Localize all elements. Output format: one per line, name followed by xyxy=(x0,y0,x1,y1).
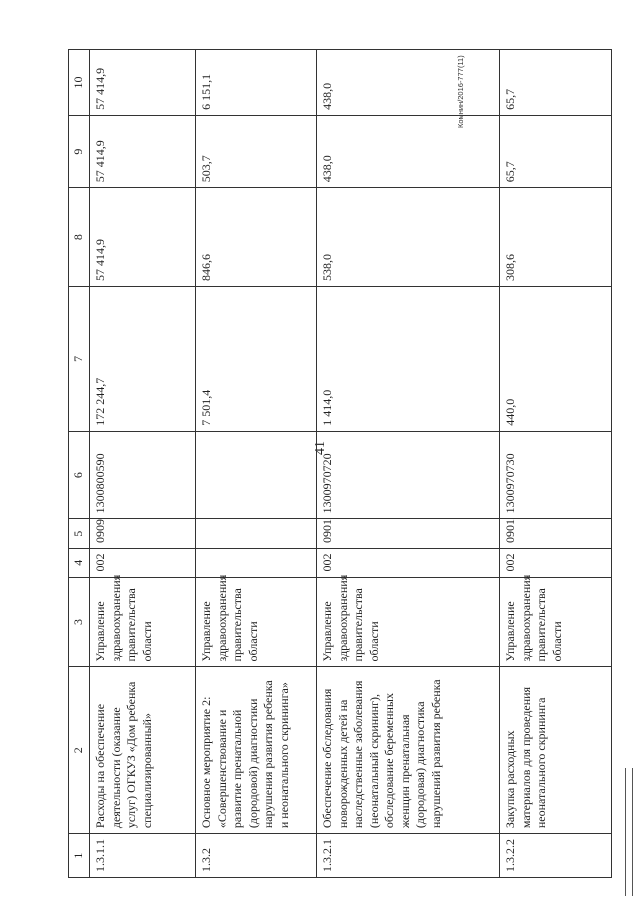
row-name: Закупка расходных материалов для проведения неонатального скрининга xyxy=(500,667,612,834)
header-cell: 2 xyxy=(69,667,90,834)
row-year-2: 57 414,9 xyxy=(90,115,196,187)
table-row xyxy=(317,50,500,878)
row-grbs: 002 xyxy=(500,549,612,578)
row-executor: Управление здравоохранения правительства области xyxy=(500,577,612,667)
row-year-3: 65,7 xyxy=(500,50,612,116)
row-csr: 1300800590 xyxy=(90,431,196,519)
header-cell: 4 xyxy=(69,549,90,578)
row-number: 1.3.2 xyxy=(196,834,317,878)
row-name: Основное мероприятие 2: «Совершенствование и развитие пренатальной (дородовой) диагностики нарушения развития ребенка и неонатального скрининга» xyxy=(196,667,317,834)
row-name: Расходы на обеспечение деятельности (оказание услуг) ОГКУЗ «Дом ребенка специализированный» xyxy=(90,667,196,834)
row-grbs xyxy=(196,549,317,578)
row-year-1: 846,6 xyxy=(196,188,317,287)
row-year-3: 438,0 xyxy=(317,50,500,116)
row-rzpr xyxy=(196,519,317,549)
row-name: Обеспечение обследования новорожденных детей на наследственные заболевания (неонатальный скрининг), обследование беременных женщин пренатальная (дородовая) диагностика нарушений развития ребенка xyxy=(317,667,500,834)
row-executor: Управление здравоохранения правительства области xyxy=(196,577,317,667)
row-grbs: 002 xyxy=(90,549,196,578)
header-cell: 7 xyxy=(69,286,90,431)
header-cell: 9 xyxy=(69,115,90,187)
table-row xyxy=(500,50,612,878)
row-year-1: 57 414,9 xyxy=(90,188,196,287)
row-rzpr: 0909 xyxy=(90,519,196,549)
page-number: 41 xyxy=(313,441,328,455)
table-container xyxy=(68,49,612,878)
row-total: 440,0 xyxy=(500,286,612,431)
row-year-2: 65,7 xyxy=(500,115,612,187)
row-year-1: 538,0 xyxy=(317,188,500,287)
row-total: 1 414,0 xyxy=(317,286,500,431)
header-cell: 5 xyxy=(69,519,90,549)
margin-line xyxy=(625,768,626,896)
row-year-2: 503,7 xyxy=(196,115,317,187)
header-cell: 3 xyxy=(69,577,90,667)
row-grbs: 002 xyxy=(317,549,500,578)
row-rzpr: 0901 xyxy=(500,519,612,549)
header-row xyxy=(69,50,90,878)
row-total: 172 244,7 xyxy=(90,286,196,431)
header-cell: 8 xyxy=(69,188,90,287)
row-number: 1.3.2.1 xyxy=(317,834,500,878)
header-cell: 6 xyxy=(69,431,90,519)
table-row xyxy=(90,50,196,878)
document-code: Комнин/2016-777(11) xyxy=(456,55,465,128)
row-csr xyxy=(196,431,317,519)
row-executor: Управление здравоохранения правительства области xyxy=(317,577,500,667)
row-rzpr: 0901 xyxy=(317,519,500,549)
row-total: 7 501,4 xyxy=(196,286,317,431)
row-executor: Управление здравоохранения правительства области xyxy=(90,577,196,667)
row-year-3: 57 414,9 xyxy=(90,50,196,116)
row-year-1: 308,6 xyxy=(500,188,612,287)
row-csr: 1300970730 xyxy=(500,431,612,519)
row-year-3: 6 151,1 xyxy=(196,50,317,116)
row-csr: 1300970720 xyxy=(317,431,500,519)
row-number: 1.3.2.2 xyxy=(500,834,612,878)
budget-table xyxy=(68,49,612,878)
margin-line xyxy=(632,768,633,896)
row-number: 1.3.1.1 xyxy=(90,834,196,878)
header-cell: 1 xyxy=(69,834,90,878)
row-year-2: 438,0 xyxy=(317,115,500,187)
table-row xyxy=(196,50,317,878)
header-cell: 10 xyxy=(69,50,90,116)
